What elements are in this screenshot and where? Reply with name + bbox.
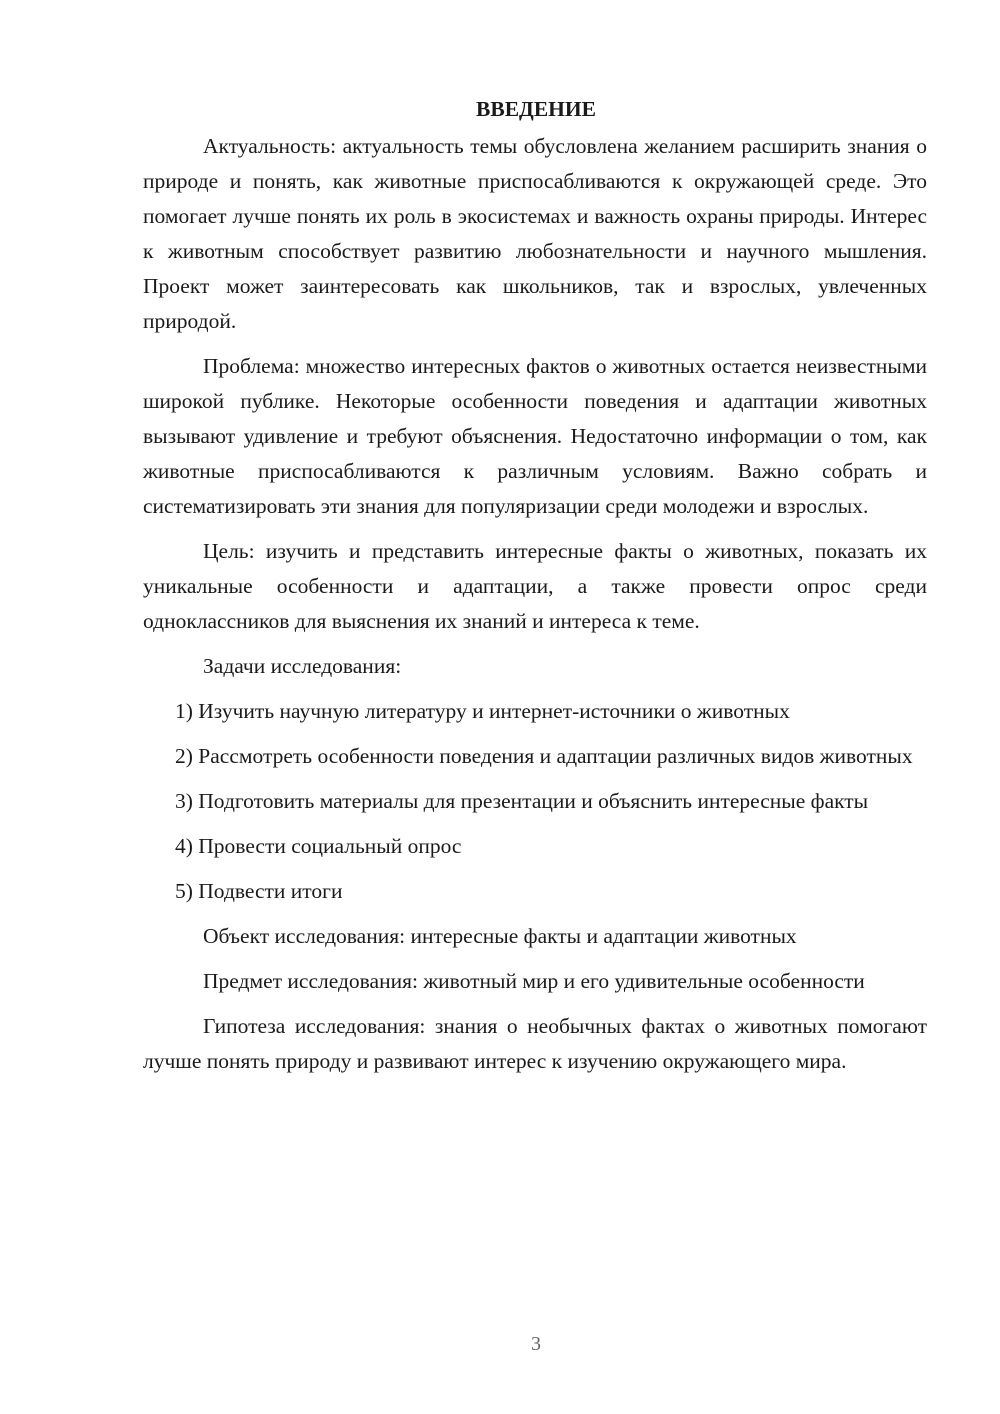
problem-paragraph: Проблема: множество интересных фактов о животных остается неизвестными широкой публике. Некоторые особенности поведения и адаптации животных вызывают удивление и требуют объяснения. Недостаточно информации о том, как животные приспосабливаются к различным условиям. Важно собрать и систематизировать эти знания для популяризации среди молодежи и взрослых. [143,354,927,518]
page-number: 3 [531,1333,541,1355]
list-item: 2) Рассмотреть особенности поведения и адаптации различных видов животных [175,744,913,768]
relevance-paragraph: Актуальность: актуальность темы обусловлена желанием расширить знания о природе и понять, как животные приспосабливаются к окружающей среде. Это помогает лучше понять их роль в экосистемах и важность охраны природы. Интерес к животным способствует развитию любознательности и научного мышления. Проект может заинтересовать как школьников, так и взрослых, увлеченных природой. [143,134,927,333]
tasks-title: Задачи исследования: [203,654,402,678]
document-page [143,92,927,1089]
hypothesis-paragraph: Гипотеза исследования: знания о необычных фактах о животных помогают лучше понять природу и развивают интерес к изучению окружающего мира. [143,1014,927,1073]
list-item: 5) Подвести итоги [175,879,343,903]
list-item: 3) Подготовить материалы для презентации и объяснить интересные факты [175,789,869,813]
list-item: 4) Провести социальный опрос [175,834,462,858]
list-item: 1) Изучить научную литературу и интернет-источники о животных [175,699,790,723]
section-heading: ВВЕДЕНИЕ [476,97,596,121]
goal-paragraph: Цель: изучить и представить интересные факты о животных, показать их уникальные особенности и адаптации, а также провести опрос среди одноклассников для выяснения их знаний и интереса к теме. [143,539,927,633]
subject-paragraph: Предмет исследования: животный мир и его удивительные особенности [203,969,865,993]
tasks-list [143,694,927,909]
object-paragraph: Объект исследования: интересные факты и адаптации животных [203,924,797,948]
